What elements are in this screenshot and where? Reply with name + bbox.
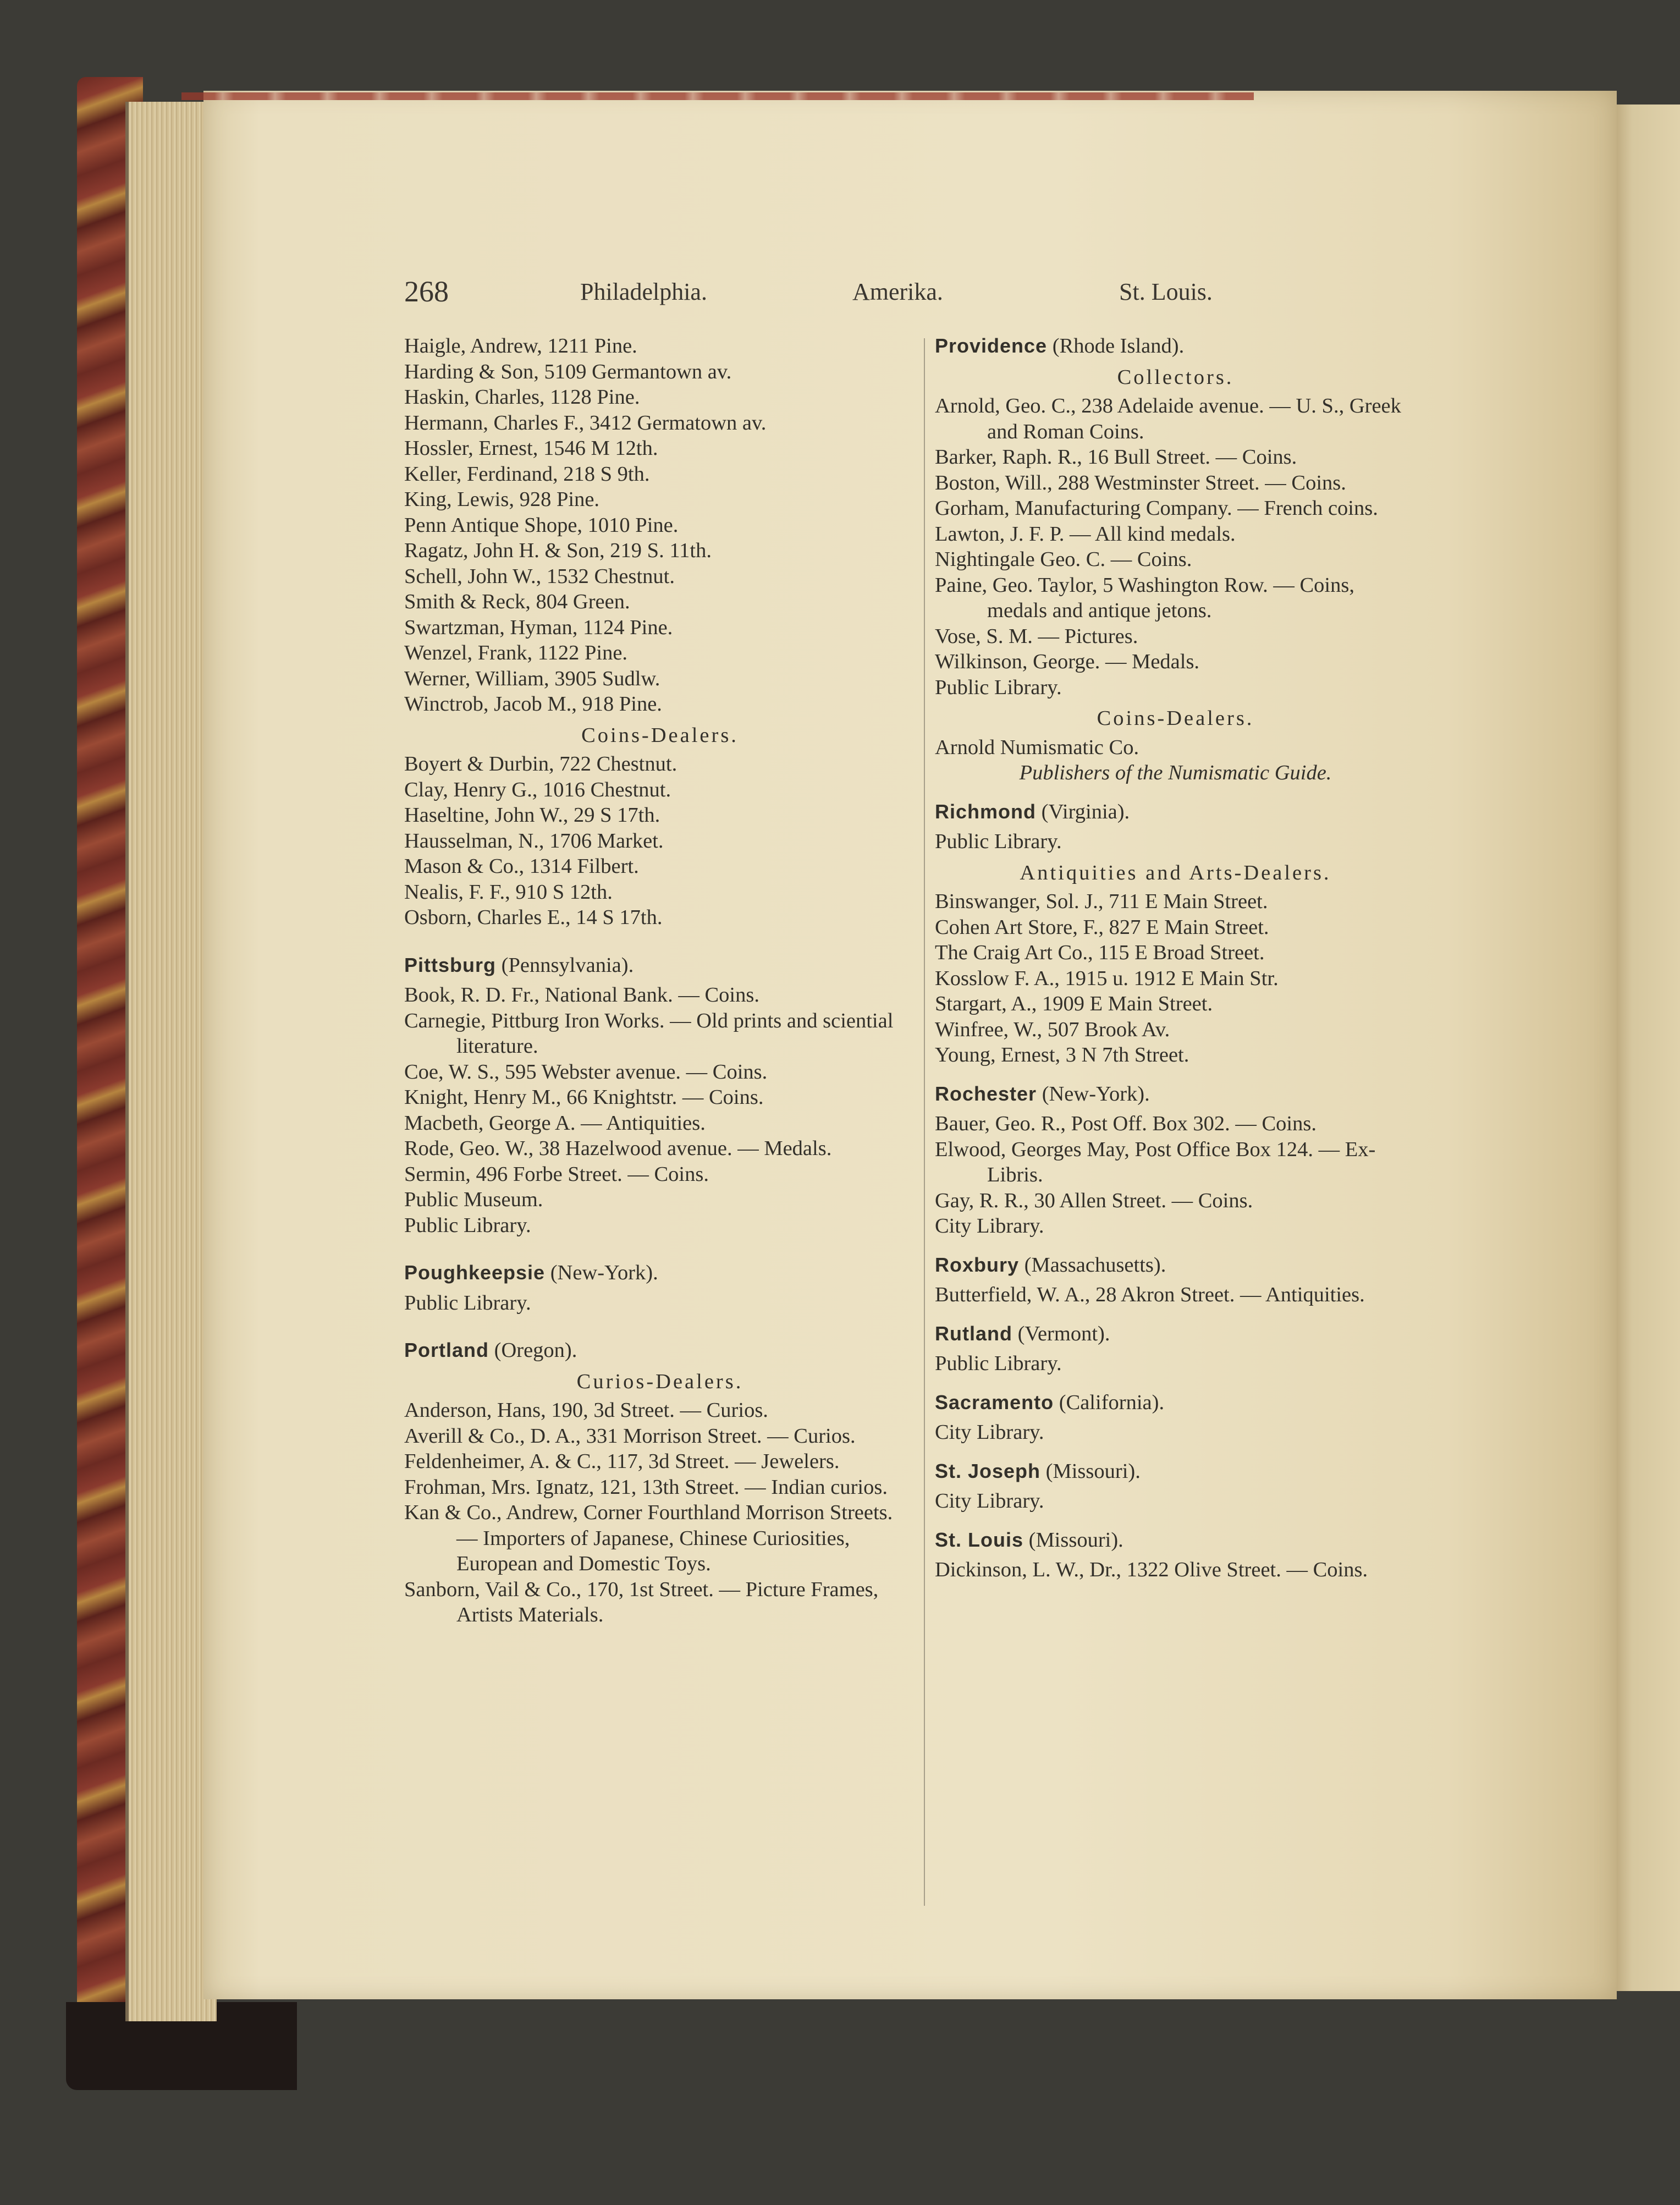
directory-entry: Swartzman, Hyman, 1124 Pine. (404, 615, 673, 639)
directory-entry: Public Museum. (404, 1188, 543, 1211)
directory-entry: Kan & Co., Andrew, Corner Fourthland Morrison Streets. — Importers of Japanese, Chinese Curiosities, European and Domestic Toys. (404, 1501, 893, 1575)
directory-entry: Boston, Will., 288 Westminster Street. — Coins. (935, 471, 1346, 494)
city-heading (935, 1321, 1416, 1347)
section-heading: Coins-Dealers. (1097, 707, 1254, 730)
right-column (935, 333, 1416, 1583)
directory-entry: Binswanger, Sol. J., 711 E Main Street. (935, 890, 1268, 913)
city-name: Providence (935, 334, 1048, 357)
city-heading (935, 799, 1416, 825)
facing-page-edge (1611, 105, 1680, 1991)
directory-entry: Harding & Son, 5109 Germantown av. (404, 360, 732, 383)
directory-entry: Paine, Geo. Taylor, 5 Washington Row. — Coins, medals and antique jetons. (935, 573, 1354, 622)
city-region: (California). (1054, 1390, 1165, 1414)
directory-entry: Public Library. (404, 1291, 531, 1315)
city-name: Pittsburg (404, 953, 496, 976)
directory-entry: Wenzel, Frank, 1122 Pine. (404, 641, 628, 664)
directory-entry: Bauer, Geo. R., Post Off. Box 302. — Coins. (935, 1112, 1317, 1135)
directory-entry: Book, R. D. Fr., National Bank. — Coins. (404, 983, 759, 1007)
column-divider (924, 338, 925, 1906)
directory-entry: Hausselman, N., 1706 Market. (404, 829, 664, 853)
directory-entry: Clay, Henry G., 1016 Chestnut. (404, 778, 671, 801)
directory-entry: Nightingale Geo. C. — Coins. (935, 548, 1192, 571)
city-heading (404, 953, 916, 978)
city-name: Rochester (935, 1082, 1037, 1105)
directory-entry: Sermin, 496 Forbe Street. — Coins. (404, 1162, 709, 1186)
directory-entry: Arnold Numismatic Co. (935, 735, 1139, 759)
city-name: Rutland (935, 1322, 1012, 1345)
directory-entry: Hossler, Ernest, 1546 M 12th. (404, 437, 658, 460)
directory-entry: Dickinson, L. W., Dr., 1322 Olive Street. — Coins. (935, 1558, 1368, 1581)
directory-entry: Public Library. (404, 1213, 531, 1237)
directory-entry: Public Library. (935, 1352, 1062, 1375)
directory-entry: City Library. (935, 1489, 1044, 1513)
page-top-red-edge (181, 92, 1254, 100)
directory-entry: Sanborn, Vail & Co., 170, 1st Street. — Picture Frames, Artists Materials. (404, 1577, 879, 1626)
directory-entry: Hermann, Charles F., 3412 Germatown av. (404, 411, 767, 435)
city-heading (935, 1252, 1416, 1278)
section-heading: Collectors. (1117, 365, 1234, 389)
city-heading (935, 1459, 1416, 1484)
city-region: (New-York). (545, 1261, 658, 1284)
directory-entry: Mason & Co., 1314 Filbert. (404, 855, 639, 878)
italic-note: Publishers of the Numismatic Guide. (1019, 761, 1332, 784)
directory-entry: Nealis, F. F., 910 S 12th. (404, 880, 613, 904)
directory-entry: Butterfield, W. A., 28 Akron Street. — Antiquities. (935, 1283, 1365, 1306)
city-region: (Massachusetts). (1019, 1253, 1166, 1277)
directory-entry: Vose, S. M. — Pictures. (935, 624, 1138, 648)
city-region: (Missouri). (1040, 1459, 1141, 1483)
city-heading (404, 1338, 916, 1363)
directory-entry: City Library. (935, 1214, 1044, 1238)
city-region: (Missouri). (1023, 1528, 1123, 1552)
directory-entry: Cohen Art Store, F., 827 E Main Street. (935, 915, 1269, 939)
directory-entry: Public Library. (935, 830, 1062, 853)
left-column (404, 333, 916, 1628)
directory-entry: King, Lewis, 928 Pine. (404, 488, 600, 511)
page-number: 268 (404, 275, 449, 308)
directory-entry: Rode, Geo. W., 38 Hazelwood avenue. — Medals. (404, 1137, 832, 1160)
city-region: (Oregon). (489, 1339, 577, 1362)
directory-entry: Penn Antique Shope, 1010 Pine. (404, 513, 679, 537)
directory-entry: Lawton, J. F. P. — All kind medals. (935, 522, 1236, 546)
directory-entry: Stargart, A., 1909 E Main Street. (935, 992, 1213, 1015)
city-heading (935, 333, 1416, 359)
city-name: St. Louis (935, 1528, 1023, 1551)
city-region: (Pennsylvania). (496, 953, 634, 977)
directory-entry: Feldenheimer, A. & C., 117, 3d Street. — Jewelers. (404, 1450, 840, 1473)
directory-entry: Ragatz, John H. & Son, 219 S. 11th. (404, 539, 712, 562)
directory-entry: Barker, Raph. R., 16 Bull Street. — Coins. (935, 446, 1297, 469)
directory-entry: Macbeth, George A. — Antiquities. (404, 1111, 706, 1135)
directory-entry: Gay, R. R., 30 Allen Street. — Coins. (935, 1189, 1253, 1212)
directory-entry: Anderson, Hans, 190, 3d Street. — Curios. (404, 1399, 768, 1422)
city-name: Sacramento (935, 1390, 1054, 1414)
directory-entry: Kosslow F. A., 1915 u. 1912 E Main Str. (935, 966, 1279, 990)
header-center: Amerika. (852, 278, 943, 305)
city-name: Richmond (935, 800, 1036, 823)
header-right: St. Louis. (1119, 278, 1213, 305)
directory-entry: Carnegie, Pittburg Iron Works. — Old prints and sciential literature. (404, 1009, 894, 1058)
directory-entry: Keller, Ferdinand, 218 S 9th. (404, 462, 650, 486)
city-region: (Vermont). (1012, 1322, 1110, 1345)
header-left: Philadelphia. (580, 278, 707, 305)
city-heading (935, 1081, 1416, 1107)
section-heading: Curios-Dealers. (576, 1370, 743, 1393)
city-name: Roxbury (935, 1253, 1020, 1276)
directory-entry: Winctrob, Jacob M., 918 Pine. (404, 692, 662, 716)
directory-entry: Haigle, Andrew, 1211 Pine. (404, 334, 637, 358)
directory-entry: Haseltine, John W., 29 S 17th. (404, 804, 660, 827)
city-region: (Rhode Island). (1047, 334, 1185, 358)
city-region: (Virginia). (1036, 800, 1130, 823)
city-heading (935, 1527, 1416, 1553)
directory-entry: Smith & Reck, 804 Green. (404, 590, 630, 613)
directory-entry: Coe, W. S., 595 Webster avenue. — Coins. (404, 1060, 768, 1084)
directory-entry: Arnold, Geo. C., 238 Adelaide avenue. — U. S., Greek and Roman Coins. (935, 394, 1401, 443)
city-region: (New-York). (1037, 1082, 1150, 1106)
city-heading (935, 1390, 1416, 1416)
city-name: Poughkeepsie (404, 1261, 546, 1284)
directory-entry: Young, Ernest, 3 N 7th Street. (935, 1043, 1189, 1066)
directory-entry: The Craig Art Co., 115 E Broad Street. (935, 941, 1265, 964)
directory-entry: Werner, William, 3905 Sudlw. (404, 667, 660, 690)
directory-entry: City Library. (935, 1421, 1044, 1444)
directory-entry: Schell, John W., 1532 Chestnut. (404, 564, 675, 588)
directory-entry: Frohman, Mrs. Ignatz, 121, 13th Street. — Indian curios. (404, 1475, 888, 1499)
directory-entry: Osborn, Charles E., 14 S 17th. (404, 906, 663, 929)
directory-entry: Public Library. (935, 675, 1062, 699)
directory-entry: Haskin, Charles, 1128 Pine. (404, 386, 640, 409)
directory-entry: Averill & Co., D. A., 331 Morrison Street. — Curios. (404, 1424, 856, 1448)
directory-entry: Elwood, Georges May, Post Office Box 124. — Ex-Libris. (935, 1137, 1376, 1186)
directory-entry: Wilkinson, George. — Medals. (935, 650, 1200, 673)
city-name: Portland (404, 1339, 489, 1361)
running-header (404, 275, 1262, 316)
directory-entry: Winfree, W., 507 Brook Av. (935, 1018, 1170, 1041)
section-heading: Coins-Dealers. (581, 723, 739, 747)
section-heading: Antiquities and Arts-Dealers. (1020, 861, 1331, 884)
directory-entry: Knight, Henry M., 66 Knightstr. — Coins. (404, 1086, 764, 1109)
directory-entry: Gorham, Manufacturing Company. — French coins. (935, 497, 1378, 520)
city-heading (404, 1260, 916, 1286)
city-name: St. Joseph (935, 1459, 1041, 1482)
directory-entry: Boyert & Durbin, 722 Chestnut. (404, 752, 677, 776)
